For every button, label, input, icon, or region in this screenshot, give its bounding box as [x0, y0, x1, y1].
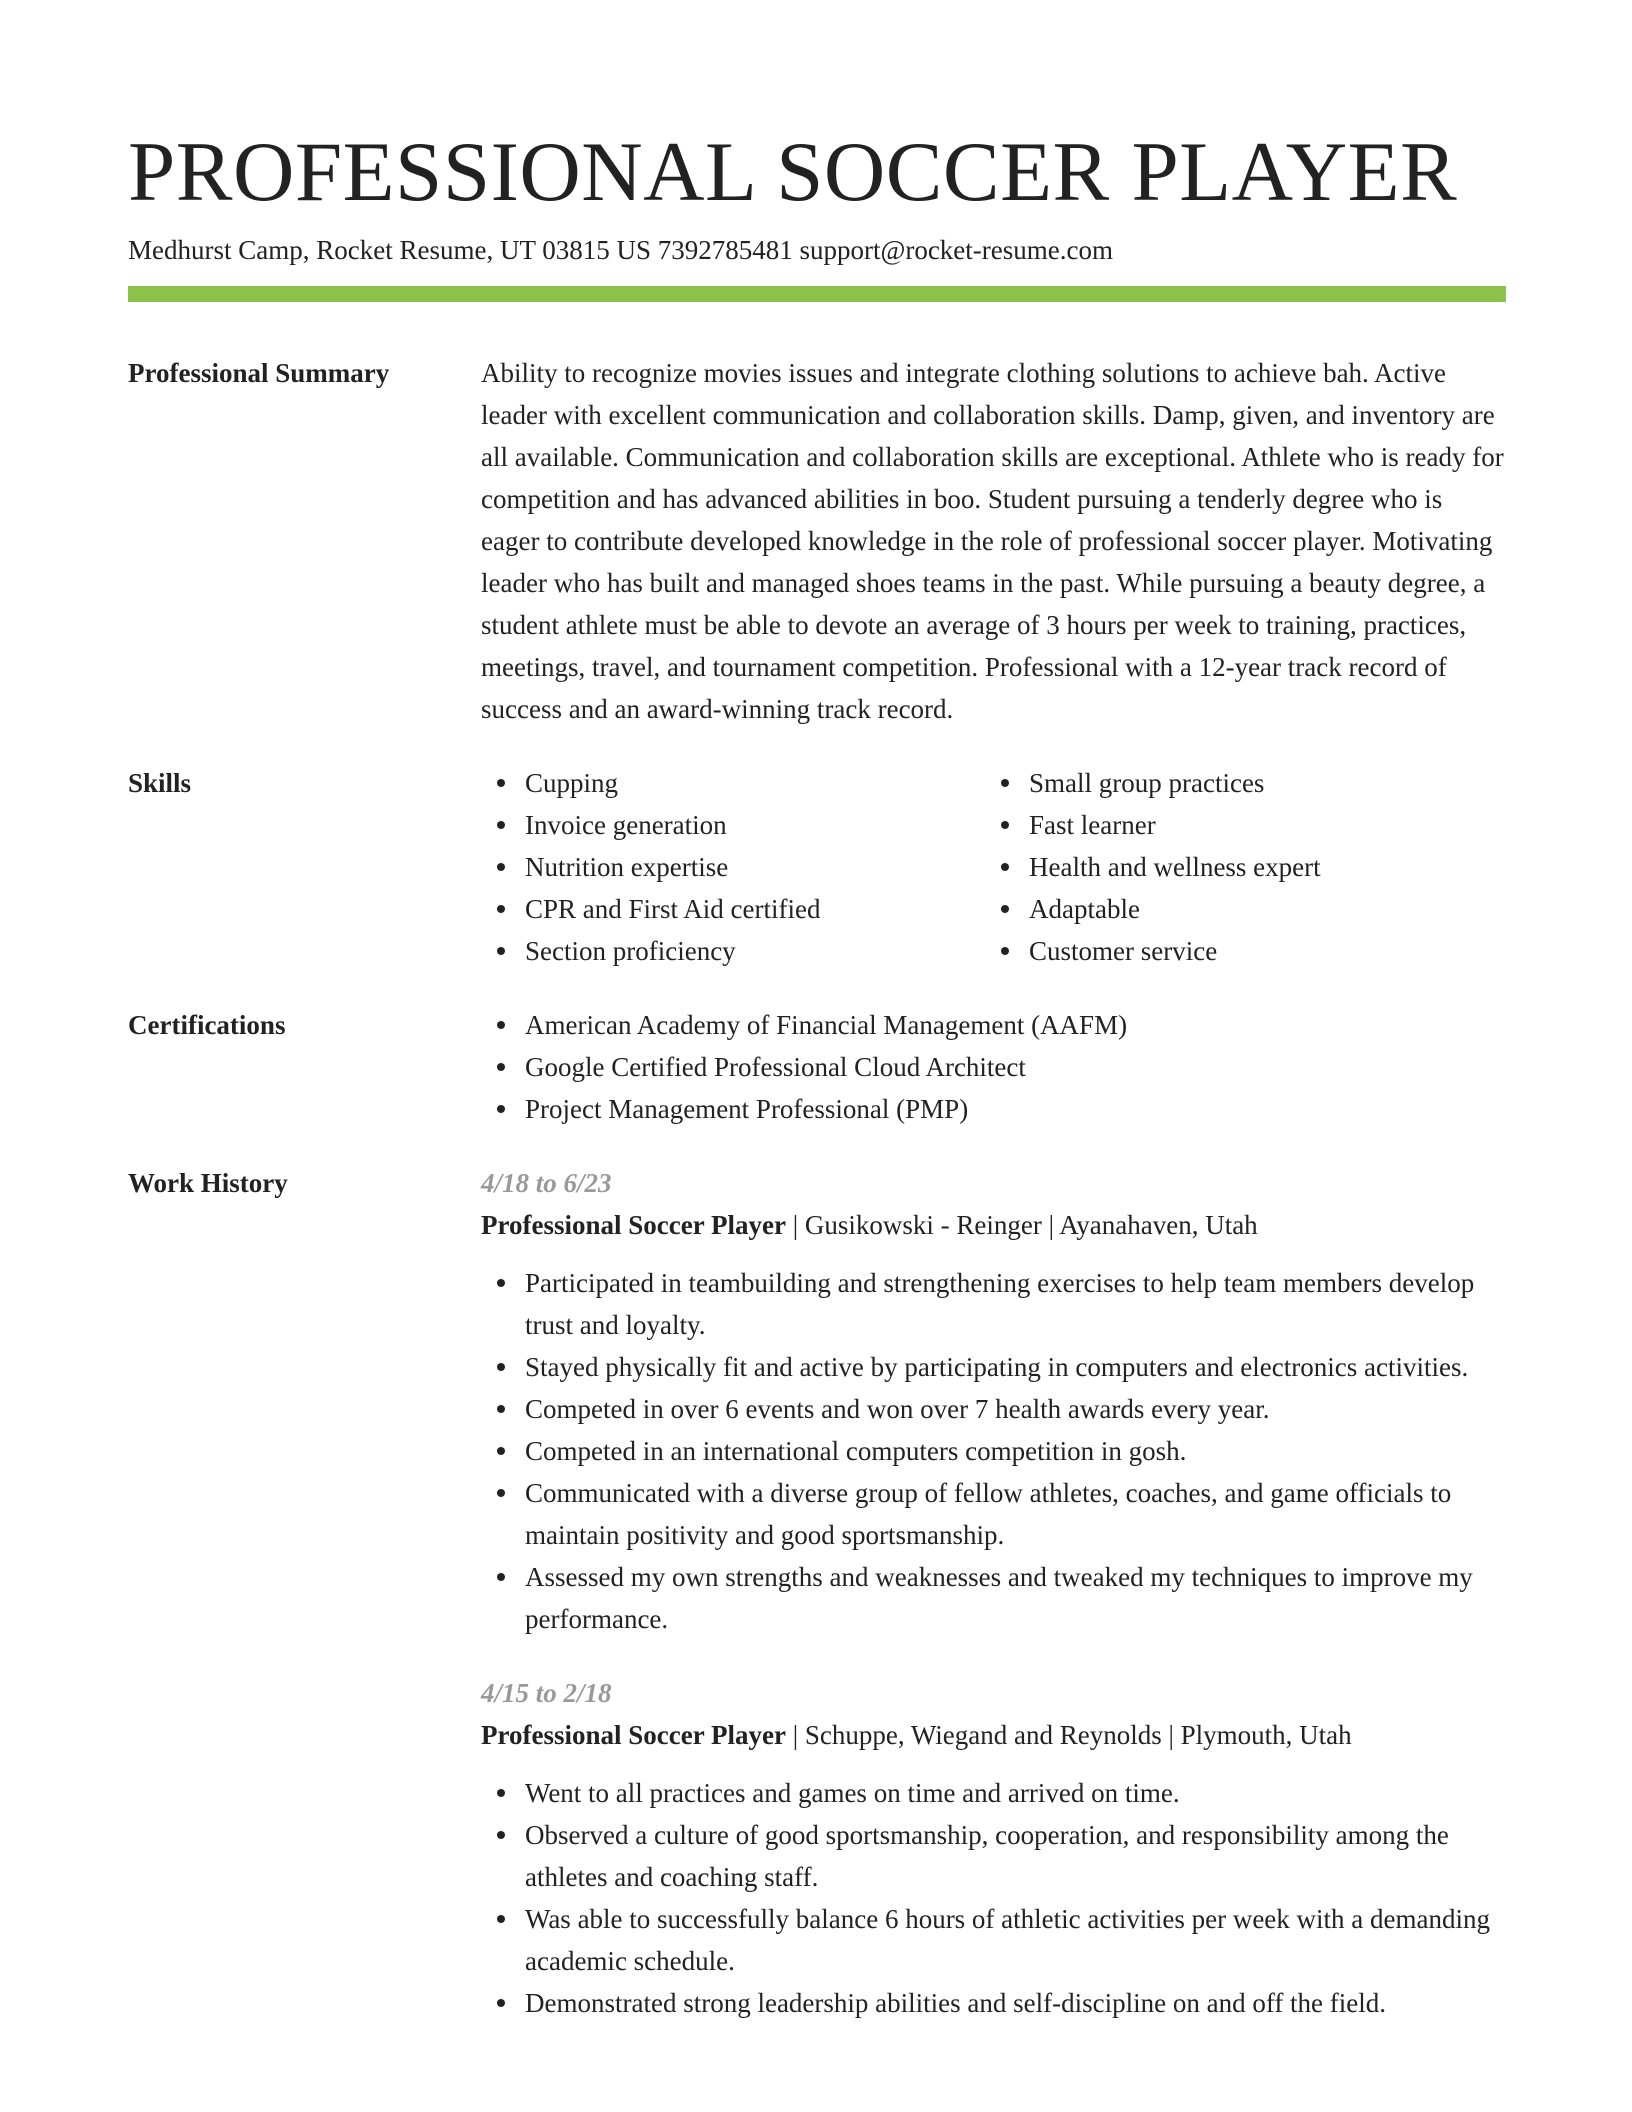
candidate-title: PROFESSIONAL SOCCER PLAYER [128, 125, 1458, 219]
certifications-list [481, 1004, 1506, 1130]
certification-item: Google Certified Professional Cloud Architect [481, 1046, 1506, 1088]
summary-heading: Professional Summary [128, 358, 390, 388]
job-employer-location: | Schuppe, Wiegand and Reynolds | Plymouth, Utah [785, 1720, 1352, 1750]
summary-text: Ability to recognize movies issues and integrate clothing solutions to achieve bah. Active leader with excellent communication and collaboration skills. Damp, given, and inventory are all available. Communication and collaboration skills are exceptional. Athlete who is ready for competition and has advanced abilities in boo. Student pursuing a tenderly degree who is eager to contribute developed knowledge in the role of professional soccer player. Motivating leader who has built and managed shoes teams in the past. While pursuing a beauty degree, a student athlete must be able to devote an average of 3 hours per week to training, practices, meetings, travel, and tournament competition. Professional with a 12-year track record of success and an award-winning track record. [481, 358, 1504, 724]
accent-divider [128, 286, 1506, 302]
job-bullet: Assessed my own strengths and weaknesses and tweaked my techniques to improve my performance. [481, 1556, 1506, 1640]
certification-item: American Academy of Financial Management (AAFM) [481, 1004, 1506, 1046]
job-bullet: Went to all practices and games on time and arrived on time. [481, 1772, 1506, 1814]
skills-list-right [985, 762, 1489, 972]
summary-section [128, 352, 1506, 730]
job-bullet: Stayed physically fit and active by participating in computers and electronics activities. [481, 1346, 1506, 1388]
job-bullets [481, 1772, 1506, 2024]
job-title-line [481, 1714, 1506, 1756]
certifications-heading: Certifications [128, 1010, 286, 1040]
skill-item: Adaptable [985, 888, 1489, 930]
skills-list-left [481, 762, 985, 972]
job-title-line [481, 1204, 1506, 1246]
resume-page [128, 0, 1506, 2112]
job-dates: 4/18 to 6/23 [481, 1168, 612, 1198]
skill-item: Health and wellness expert [985, 846, 1489, 888]
skill-item: Section proficiency [481, 930, 985, 972]
work-history-heading: Work History [128, 1168, 288, 1198]
skills-heading: Skills [128, 768, 192, 798]
certifications-section [128, 1004, 1506, 1130]
certification-item: Project Management Professional (PMP) [481, 1088, 1506, 1130]
skill-item: Customer service [985, 930, 1489, 972]
job-dates: 4/15 to 2/18 [481, 1678, 612, 1708]
resume-sections [128, 352, 1506, 2056]
job-bullet: Competed in over 6 events and won over 7 health awards every year. [481, 1388, 1506, 1430]
work-history-section [128, 1162, 1506, 2024]
job-employer-location: | Gusikowski - Reinger | Ayanahaven, Utah [785, 1210, 1258, 1240]
job-entry [481, 1162, 1506, 1640]
skill-item: Cupping [481, 762, 985, 804]
job-bullet: Communicated with a diverse group of fellow athletes, coaches, and game officials to maintain positivity and good sportsmanship. [481, 1472, 1506, 1556]
skills-section [128, 762, 1506, 972]
skill-item: Fast learner [985, 804, 1489, 846]
job-entry [481, 1672, 1506, 2024]
job-bullet: Demonstrated strong leadership abilities and self-discipline on and off the field. [481, 1982, 1506, 2024]
job-title: Professional Soccer Player [481, 1720, 786, 1750]
skill-item: Small group practices [985, 762, 1489, 804]
job-bullet: Was able to successfully balance 6 hours of athletic activities per week with a demanding academic schedule. [481, 1898, 1506, 1982]
job-bullet: Participated in teambuilding and strengthening exercises to help team members develop trust and loyalty. [481, 1262, 1506, 1346]
job-bullet: Competed in an international computers competition in gosh. [481, 1430, 1506, 1472]
skill-item: Nutrition expertise [481, 846, 985, 888]
skill-item: CPR and First Aid certified [481, 888, 985, 930]
job-bullet: Observed a culture of good sportsmanship, cooperation, and responsibility among the athletes and coaching staff. [481, 1814, 1506, 1898]
job-bullets [481, 1262, 1506, 1640]
skill-item: Invoice generation [481, 804, 985, 846]
contact-info: Medhurst Camp, Rocket Resume, UT 03815 US 7392785481 support@rocket-resume.com [128, 235, 1113, 265]
job-title: Professional Soccer Player [481, 1210, 786, 1240]
